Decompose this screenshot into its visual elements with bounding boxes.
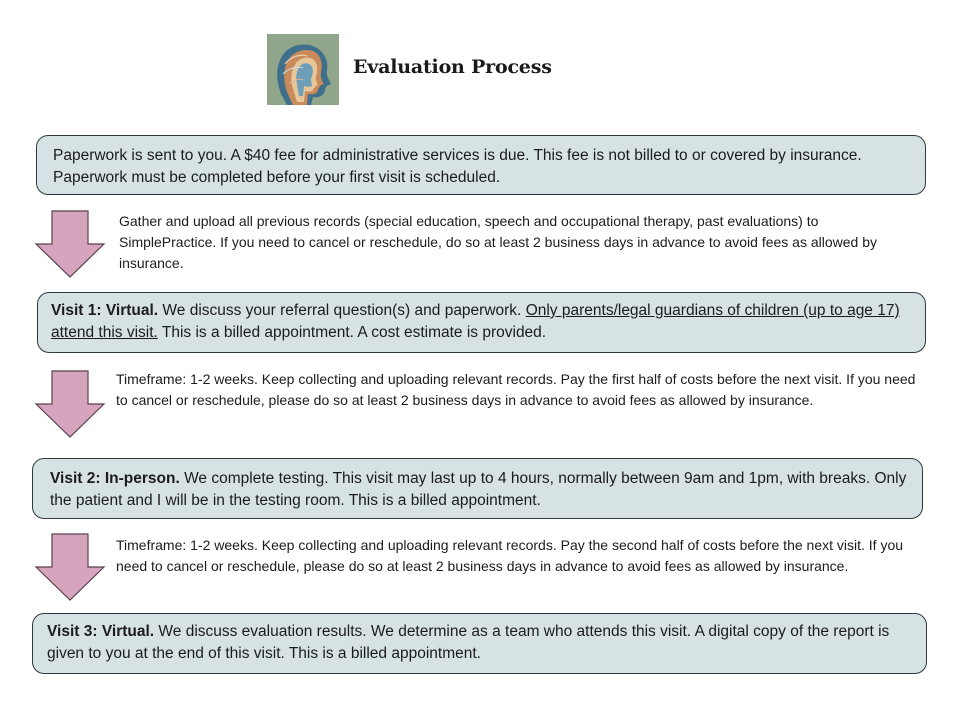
step-paperwork-text: Paperwork is sent to you. A $40 fee for administrative services is due. This fee is not billed to or covered by insurance. Paperwork must be completed before your first visit is scheduled. xyxy=(53,147,862,186)
step-visit-2-box xyxy=(32,458,923,519)
note-gather-records: Gather and upload all previous records (special education, speech and occupational therapy, past evaluations) to SimplePractice. If you need to cancel or reschedule, do so at least 2 business days in advance to avoid fees as allowed by insurance. xyxy=(119,213,877,271)
down-arrow-icon xyxy=(34,533,106,601)
down-arrow-icon xyxy=(34,210,106,278)
step-visit-2-heading: Visit 2: In-person. xyxy=(50,470,180,487)
down-arrow-icon xyxy=(34,370,106,438)
step-visit-1-box xyxy=(37,292,926,353)
step-paperwork-box xyxy=(36,135,926,195)
step-visit-2-text: We complete testing. This visit may last up to 4 hours, normally between 9am and 1pm, with breaks. Only the patient and I will be in the testing room. This is a billed appointment. xyxy=(50,470,907,509)
note-timeframe-first-half: Timeframe: 1-2 weeks. Keep collecting and uploading relevant records. Pay the first half of costs before the next visit. If you need to cancel or reschedule, please do so at least 2 business days in advance to avoid fees as allowed by insurance. xyxy=(116,371,916,408)
step-visit-3-heading: Visit 3: Virtual. xyxy=(47,623,155,640)
step-visit-1-text-2: This is a billed appointment. A cost estimate is provided. xyxy=(157,324,547,341)
page-title: Evaluation Process xyxy=(353,56,552,78)
head-profile-art-icon xyxy=(267,34,339,105)
step-visit-1-heading: Visit 1: Virtual. xyxy=(51,302,159,319)
step-visit-3-text: We discuss evaluation results. We determine as a team who attends this visit. A digital copy of the report is given to you at the end of this visit. This is a billed appointment. xyxy=(47,623,890,662)
note-timeframe-second-half: Timeframe: 1-2 weeks. Keep collecting and uploading relevant records. Pay the second half of costs before the next visit. If you need to cancel or reschedule, please do so at least 2 business days in advance to avoid fees as allowed by insurance. xyxy=(116,537,904,574)
step-visit-1-text: We discuss your referral question(s) and paperwork. xyxy=(158,302,526,319)
step-visit-1-underlined: Only parents/legal guardians of children (up to age 17) attend this visit. xyxy=(51,302,900,341)
step-visit-3-box xyxy=(32,613,927,674)
